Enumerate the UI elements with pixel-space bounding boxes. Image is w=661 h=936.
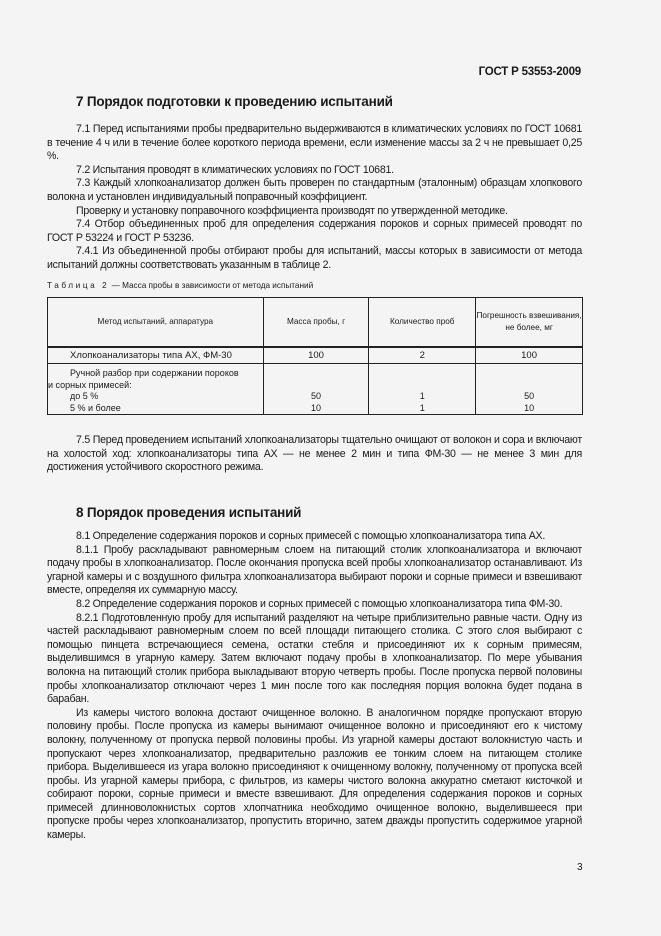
paragraph-7-4-1: 7.4.1 Из объединенной пробы отбирают пробы для испытаний, массы которых в зависимости от метода испытаний должны соответствовать указанным в таблице 2. [47, 245, 582, 271]
header-error: Погрешность взвешивания, не более, мг [476, 298, 583, 348]
page-number: 3 [577, 862, 583, 873]
mass-sub-2: 10 [311, 402, 322, 413]
table-row [48, 364, 583, 415]
header-method: Метод испытаний, аппаратура [48, 298, 264, 348]
cell-count [369, 364, 476, 415]
table-header-row [48, 298, 583, 348]
cell-mass [263, 364, 369, 415]
paragraph-7-1: 7.1 Перед испытаниями пробы предварительно выдерживаются в климатических условиях по ГОСТ 10681 в течение 4 ч или в течение более короткого периода времени, если изменение массы за 2 ч не превышает 0,25 %. [47, 123, 582, 163]
paragraph-8-2: 8.2 Определение содержания пороков и сорных примесей с помощью хлопкоанализатора типа ФМ-30. [76, 597, 563, 610]
error-sub-2: 10 [524, 402, 535, 413]
method-line-2: и сорных примесей: [48, 379, 132, 390]
cell-count: 2 [369, 347, 476, 364]
header-mass: Масса пробы, г [263, 298, 369, 348]
paragraph-7-3: 7.3 Каждый хлопкоанализатор должен быть проверен по стандартным (эталонным) образцам хлопкового волокна и установлен индивидуальный поправочный коэффициент. [47, 177, 582, 203]
cell-method [48, 364, 264, 415]
method-sub-1: до 5 % [70, 391, 99, 401]
cell-method: Хлопкоанализаторы типа АХ, ФМ-30 [48, 347, 264, 364]
table-caption-text: — Масса пробы в зависимости от метода испытаний [109, 281, 314, 290]
paragraph-8-1: 8.1 Определение содержания пороков и сорных примесей с помощью хлопкоанализатора типа АХ. [76, 530, 546, 542]
method-line-1: Ручной разбор при содержании пороков [70, 368, 239, 378]
paragraph-7-4: 7.4 Отбор объединенных проб для определения содержания пороков и сорных примесей проводят по ГОСТ Р 53224 и ГОСТ Р 53236. [47, 218, 582, 244]
paragraph-7-3-note: Проверку и установку поправочного коэффициента производят по утвержденной методике. [76, 204, 508, 217]
table-row [48, 347, 583, 364]
count-sub-1: 1 [419, 391, 425, 401]
section-7-body [47, 123, 582, 273]
paragraph-8-2-1-cont: Из камеры чистого волокна достают очищенное волокно. В аналогичном порядке пропускают вторую половину пробы. После пропуска из камеры вынимают очищенное волокно и присоединяют его к чистому волокну, полученному от пропуска первой половины пробы. Из угарной камеры достают волокнистую часть и пропускают через хлопкоанализатор, предварительно разложив ее тонким слоем на питающем столике прибора. Выделившееся из угара волокно присоединяют к очищенному волокну, полученному от пропуска всей пробы. Из угарной камеры прибора, с фильтров, из камеры чистого волокна аккуратно сметают кисточкой и собирают пороки, сорные примеси и вместе взвешивают. Для определения содержания пороков и сорных примесей длинноволокнистых сортов хлопчатника необходимо очищенное волокно, выделившееся при пропуске пробы через хлопкоанализатор, пропустить вторично, затем дважды пропустить содержимое угарной камеры. [47, 706, 582, 842]
table-caption [47, 281, 313, 290]
table-2 [47, 297, 583, 415]
section-7-title: 7 Порядок подготовки к проведению испытаний [76, 94, 393, 109]
mass-sub-1: 50 [311, 391, 322, 401]
paragraph-7-2: 7.2 Испытания проводят в климатических условиях по ГОСТ 10681. [76, 163, 394, 176]
document-code: ГОСТ Р 53553-2009 [478, 66, 581, 78]
count-sub-2: 1 [419, 402, 425, 413]
header-count: Количество проб [369, 298, 476, 348]
section-8-title: 8 Порядок проведения испытаний [76, 505, 302, 520]
table-caption-label: Таблица 2 [47, 281, 110, 290]
cell-error: 100 [476, 347, 583, 364]
section-8-body [47, 530, 582, 843]
paragraph-7-5-block [47, 434, 582, 475]
method-sub-2: 5 % и более [70, 402, 121, 413]
cell-error [476, 364, 583, 415]
error-sub-1: 50 [524, 391, 535, 401]
paragraph-8-1-1: 8.1.1 Пробу раскладывают равномерным слоем на питающий столик хлопкоанализатора и включают подачу пробы в хлопкоанализатор. После окончания пропуска всей пробы хлопкоанализатор останавливают. Из угарной камеры и с воздушного фильтра хлопкоанализатора выбирают пороки и сорные примеси и взвешивают вместе, определяя их суммарную массу. [47, 543, 582, 597]
paragraph-7-5: 7.5 Перед проведением испытаний хлопкоанализаторы тщательно очищают от волокон и сора и включают на холостой ход: хлопкоанализаторы типа АХ — не менее 2 мин и типа ФМ-30 — не менее 3 мин для достижения устойчивого скоростного режима. [47, 434, 582, 474]
cell-mass: 100 [263, 347, 369, 364]
paragraph-8-2-1: 8.2.1 Подготовленную пробу для испытаний разделяют на четыре приблизительно равные части. Одну из частей раскладывают равномерным слоем по всей площади питающего столика. С этого слоя выбирают с помощью пинцета встречающиеся семена, остатки стебля и присоединяют их к сорным примесям, выделившимся в угарную камеру. Затем включают подачу пробы в хлопкоанализатор. По мере убывания волокна на питающий столик прибора выкладывают вторую четверть пробы. После пропуска первой половины пробы хлопкоанализатор отключают через 1 мин после того как последняя порция волокна будет подана в барабан. [47, 611, 582, 706]
